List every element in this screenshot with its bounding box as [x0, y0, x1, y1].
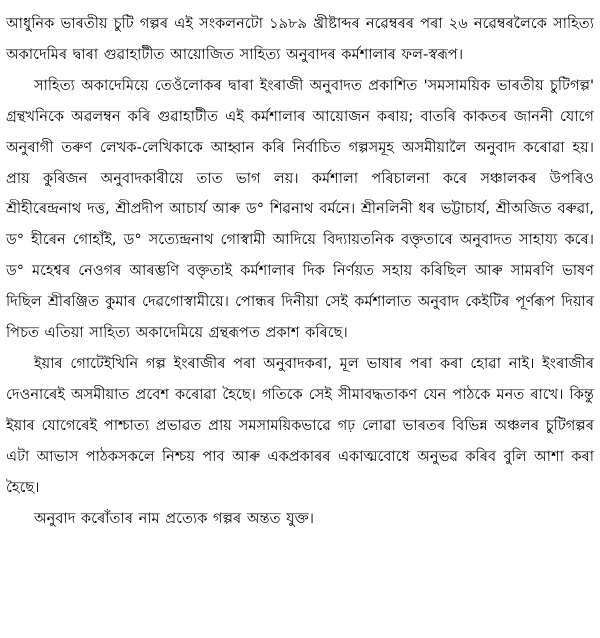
- paragraph-intro: আধুনিক ভাৰতীয় চুটি গল্পৰ এই সংকলনটো ১৯৮৯ খ্ৰীষ্টাব্দৰ নৱেম্বৰৰ পৰা ২৬ নৱেম্বৰলৈকে সাহিত্য অকাদেমিৰ দ্বাৰা গুৱাহাটীত আয়োজিত সাহিত্য অনুবাদৰ কৰ্মশালাৰ ফল-স্বৰূপ।: [6, 15, 594, 63]
- paragraph-translator-names: অনুবাদ কৰোঁতাৰ নাম প্ৰত্যেক গল্পৰ অন্তত যুক্ত।: [34, 509, 314, 527]
- paragraph-translation-note: ইয়াৰ গোটেইখিনি গল্প ইংৰাজীৰ পৰা অনুবাদকৰা, মূল ভাষাৰ পৰা কৰা হোৱা নাই। ইংৰাজীৰ দেওনাৰেই অসমীয়াত প্ৰবেশ কৰোৱা হৈছে। গতিকে সেই সীমাবদ্ধতাকণ যেন পাঠকে মনত ৰাখে। কিন্তু ইয়াৰ যোগেৰেই পাশ্চাত্য প্ৰভাৱত প্ৰায় সমসাময়িকভাৱে গঢ় লোৱা ভাৰতৰ বিভিন্ন অঞ্চলৰ চুটিগল্পৰ এটা আভাস পাঠকসকলে নিশ্চয় পাব আৰু একপ্ৰকাৰৰ একাত্মবোধে অনুভৱ কৰিব বুলি আশা কৰা হৈছে।: [6, 354, 594, 496]
- paragraph-workshop: সাহিত্য অকাদেমিয়ে তেওঁলোকৰ দ্বাৰা ইংৰাজী অনুবাদত প্ৰকাশিত 'সমসাময়িক ভাৰতীয় চুটিগল্প' গ্ৰন্থখনিকে অৱলম্বন কৰি গুৱাহাটীত এই কৰ্মশালাৰ আয়োজন কৰায়; বাতৰি কাকতৰ জাননী যোগে অনুৰাগী তৰুণ লেখক-লেখিকাকে আহ্বান কৰি নিৰ্বাচিত গল্পসমূহ অসমীয়ালৈ অনুবাদ কৰোৱা হয়। প্ৰায় কুৰিজন অনুবাদকাৰীয়ে তাত ভাগ লয়। কৰ্মশালা পৰিচালনা কৰে সঞ্চালকৰ উপৰিও শ্ৰীহীৰেন্দ্ৰনাথ দত্ত, শ্ৰীপ্ৰদীপ আচাৰ্য আৰু ড° শিৱনাথ বৰ্মনে। শ্ৰীনলিনী ধৰ ভট্টাচাৰ্য, শ্ৰীঅজিত বৰুৱা, ড° হীৰেন গোহাঁই, ড° সত্যেন্দ্ৰনাথ গোস্বামী আদিয়ে বিদ্যায়তনিক বক্তৃতাৰে অনুবাদত সাহায্য কৰে। ড° মহেশ্বৰ নেওগৰ আৰম্ভণি বক্তৃতাই কৰ্মশালাৰ দিক নিৰ্ণয়ত সহায় কৰিছিল আৰু সামৰণি ভাষণ দিছিল শ্ৰীৰঞ্জিত কুমাৰ দেৱগোস্বামীয়ে। পোন্ধৰ দিনীয়া সেই কৰ্মশালাত অনুবাদ কেইটিৰ পূৰ্ণৰূপ দিয়াৰ পিচত এতিয়া সাহিত্য অকাদেমিয়ে গ্ৰন্থৰূপত প্ৰকাশ কৰিছে।: [6, 76, 594, 342]
